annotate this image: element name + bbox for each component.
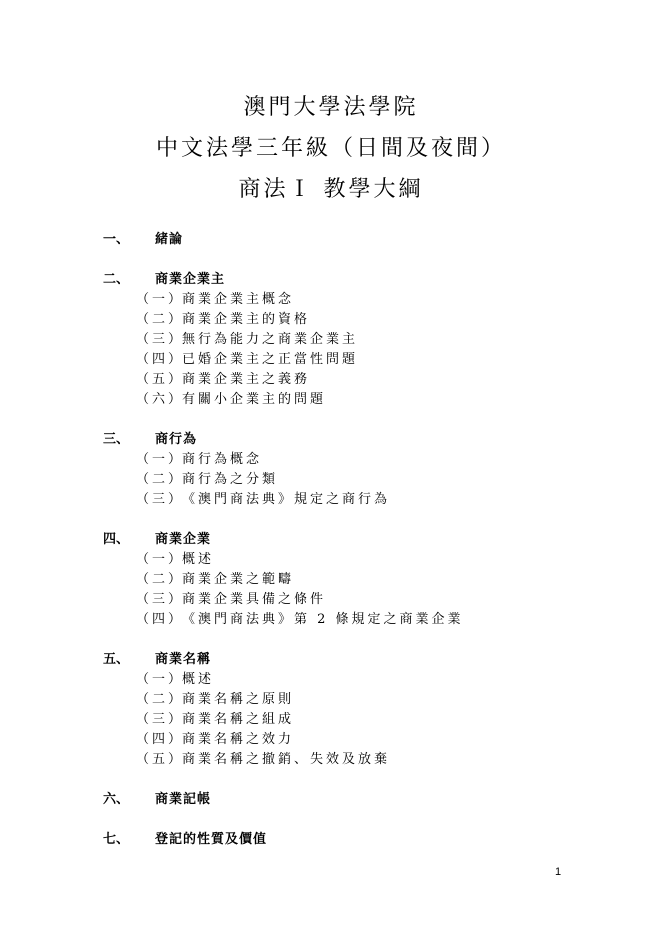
subsection-item: [103, 330, 603, 350]
subsection-text: 商業企業具備之條件: [182, 592, 327, 607]
subsection-text: 商業名稱之原則: [182, 692, 295, 707]
subsection-text: 概述: [182, 672, 215, 687]
subsection-number: （五）: [136, 752, 185, 767]
page-number: 1: [555, 866, 562, 878]
section-number: 一、: [103, 232, 130, 247]
subsection-item: [103, 490, 603, 510]
subsection-item: [103, 610, 603, 630]
subsection-number: （三）: [136, 492, 185, 507]
section-number: 四、: [103, 532, 130, 547]
subsection-text: 商業企業主之義務: [182, 372, 311, 387]
syllabus-outline: [103, 230, 603, 870]
subsection-item: [103, 590, 603, 610]
outline-section: [103, 650, 603, 770]
subsection-text: 商業企業之範疇: [182, 572, 295, 587]
subsection-item: [103, 550, 603, 570]
subsection-text: 商業名稱之效力: [182, 732, 295, 747]
subsection-item: [103, 750, 603, 770]
subsection-item: [103, 370, 603, 390]
subsection-number: （三）: [136, 332, 185, 347]
subsection-number: （四）: [136, 732, 185, 747]
subsection-item: [103, 310, 603, 330]
subsection-text: 《澳門商法典》規定之商行為: [182, 492, 391, 507]
faculty-title: 澳門大學法學院: [243, 95, 419, 120]
subsection-text: 無行為能力之商業企業主: [182, 332, 359, 347]
section-title: 商業企業: [155, 532, 212, 547]
outline-section: [103, 530, 603, 630]
section-title: 商行為: [155, 432, 198, 447]
subsection-text: 已婚企業主之正當性問題: [182, 352, 359, 367]
subsection-item: [103, 450, 603, 470]
subsection-number: （三）: [136, 592, 185, 607]
section-title: 緒論: [155, 232, 184, 247]
document-title-block: [0, 92, 662, 215]
section-title: 商業企業主: [155, 272, 226, 287]
subsection-item: [103, 570, 603, 590]
section-title: 登記的性質及價值: [155, 832, 268, 847]
subsection-number: （四）: [136, 612, 185, 627]
subsection-item: [103, 350, 603, 370]
subsection-number: （四）: [136, 352, 185, 367]
subsection-number: （六）: [136, 392, 185, 407]
section-heading: [103, 270, 603, 290]
subsection-number: （二）: [136, 692, 185, 707]
section-heading: [103, 650, 603, 670]
subsection-number: （三）: [136, 712, 185, 727]
subsection-number: （二）: [136, 472, 185, 487]
outline-section: [103, 230, 603, 250]
program-title: 中文法學三年級（日間及夜間）: [155, 136, 506, 161]
subsection-item: [103, 470, 603, 490]
subsection-item: [103, 670, 603, 690]
outline-section: [103, 430, 603, 510]
outline-section: [103, 830, 603, 850]
section-heading: [103, 430, 603, 450]
section-number: 五、: [103, 652, 130, 667]
subsection-text: 商業名稱之組成: [182, 712, 295, 727]
section-heading: [103, 830, 603, 850]
section-number: 三、: [103, 432, 130, 447]
subsection-text: 商業名稱之撤銷、失效及放棄: [182, 752, 391, 767]
subsection-number: （二）: [136, 312, 185, 327]
subsection-item: [103, 710, 603, 730]
subsection-text: 概述: [182, 552, 215, 567]
section-heading: [103, 230, 603, 250]
subsection-number: （一）: [136, 672, 185, 687]
subsection-item: [103, 690, 603, 710]
subsection-number: （二）: [136, 572, 185, 587]
subsection-text: 《澳門商法典》第 2 條規定之商業企業: [182, 612, 464, 627]
subsection-number: （一）: [136, 452, 185, 467]
section-number: 七、: [103, 832, 130, 847]
subsection-text: 商業企業主的資格: [182, 312, 311, 327]
subsection-text: 商行為之分類: [182, 472, 279, 487]
subsection-text: 商業企業主概念: [182, 292, 295, 307]
subsection-number: （一）: [136, 292, 185, 307]
subsection-item: [103, 290, 603, 310]
outline-section: [103, 270, 603, 410]
section-title: 商業名稱: [155, 652, 212, 667]
section-number: 六、: [103, 792, 130, 807]
subsection-number: （一）: [136, 552, 185, 567]
subsection-text: 有關小企業主的問題: [182, 392, 327, 407]
section-heading: [103, 790, 603, 810]
section-title: 商業記帳: [155, 792, 212, 807]
course-title: 商法Ｉ 教學大綱: [238, 177, 424, 202]
subsection-number: （五）: [136, 372, 185, 387]
section-number: 二、: [103, 272, 130, 287]
outline-section: [103, 790, 603, 810]
subsection-item: [103, 730, 603, 750]
subsection-item: [103, 390, 603, 410]
subsection-text: 商行為概念: [182, 452, 263, 467]
section-heading: [103, 530, 603, 550]
